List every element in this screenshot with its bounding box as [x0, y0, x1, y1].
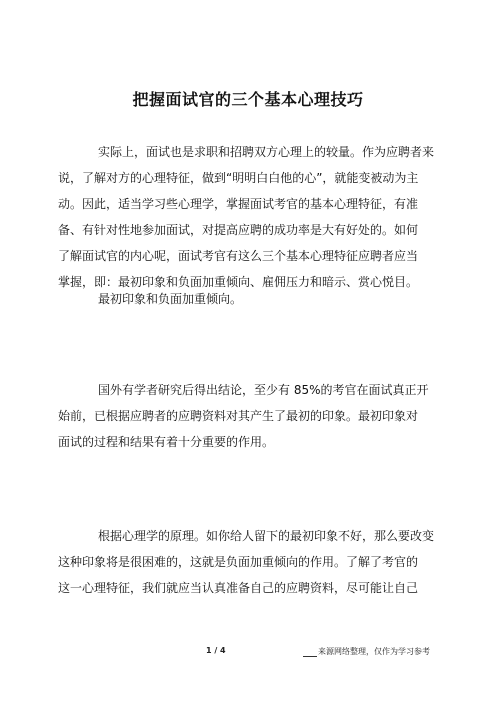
text-line: 实际上，面试也是求职和招聘双方心理上的较量。作为应聘者来	[98, 145, 435, 159]
section-heading-text: 最初印象和负面加重倾向。	[98, 292, 243, 306]
paragraph-psychology	[58, 523, 442, 601]
page-number: 1 / 4	[206, 646, 226, 655]
text-line: 这一心理特征，我们就应当认真准备自己的应聘资料，尽可能让自己	[58, 581, 419, 595]
source-note	[303, 646, 430, 657]
text-line: 始前，已根据应聘者的应聘资料对其产生了最初的印象。最初印象对	[58, 409, 419, 423]
text-line: 了解面试官的内心呢，面试考官有这么三个基本心理特征应聘者应当	[58, 249, 419, 263]
paragraph-intro	[58, 139, 442, 295]
page-footer	[0, 646, 496, 660]
text-line: 掌握，即：最初印象和负面加重倾向、雇佣压力和暗示、赏心悦目。	[58, 275, 419, 289]
section-heading	[58, 286, 442, 312]
text-line: 面试的过程和结果有着十分重要的作用。	[58, 435, 275, 449]
source-note-text: 来源网络整理，仅作为学习参考	[318, 647, 430, 656]
text-line: 说，了解对方的心理特征，做到“明明白白他的心”，就能变被动为主	[58, 171, 419, 185]
text-line: 备、有针对性地参加面试，对提高应聘的成功率是大有好处的。如何	[58, 223, 419, 237]
text-line: 根据心理学的原理。如你给人留下的最初印象不好，那么要改变	[98, 529, 435, 543]
underline-rule	[303, 656, 317, 657]
document-title: 把握面试官的三个基本心理技巧	[132, 90, 364, 109]
text-line: 这种印象将是很困难的，这就是负面加重倾向的作用。了解了考官的	[58, 555, 419, 569]
text-line: 国外有学者研究后得出结论，至少有 85%的考官在面试真正开	[98, 383, 429, 397]
text-line: 动。因此，适当学习些心理学，掌握面试考官的基本心理特征，有准	[58, 197, 419, 211]
paragraph-research	[58, 377, 442, 455]
